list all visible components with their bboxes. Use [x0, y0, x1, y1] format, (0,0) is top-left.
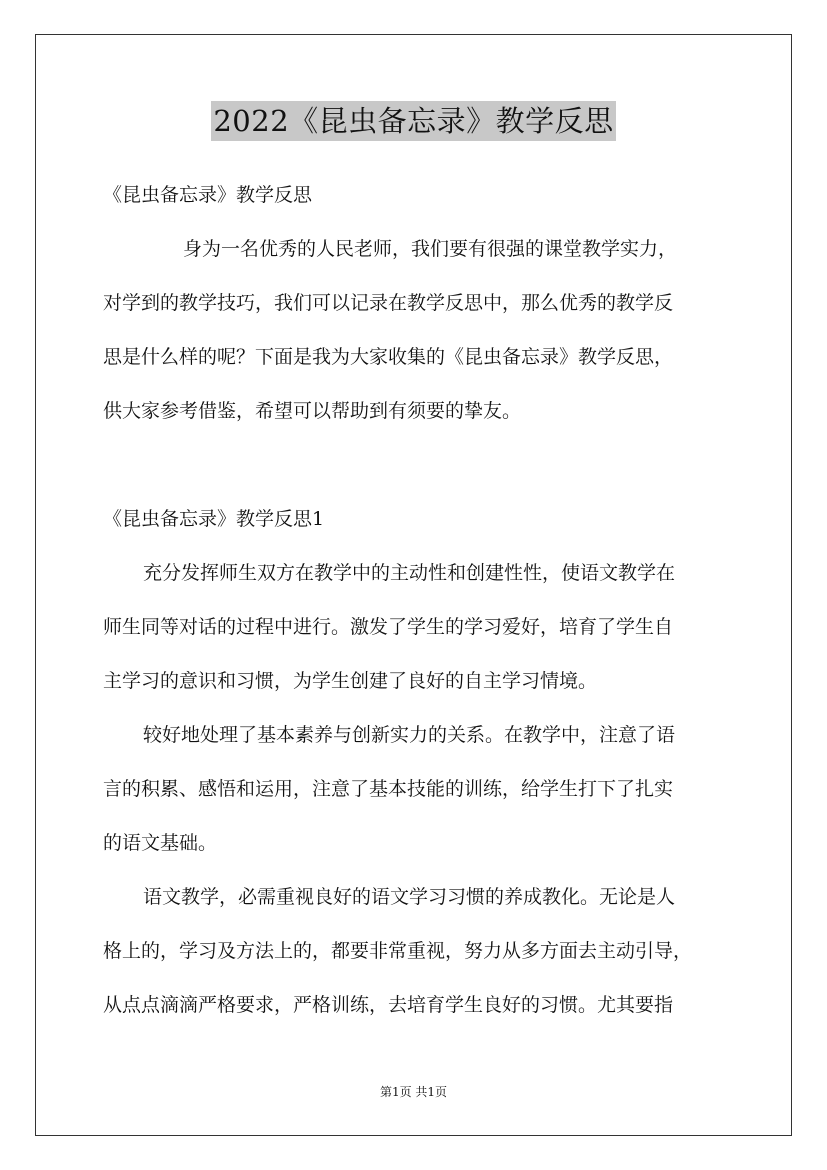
section1-line-1: 充分发挥师生双方在教学中的主动性和创建性性，使语文教学在 — [143, 562, 676, 584]
page-footer: 第1页 共1页 — [379, 1085, 448, 1099]
section1-line-6: 的语文基础。 — [103, 832, 218, 854]
document-title: 2022《昆虫备忘录》教学反思 — [211, 101, 615, 141]
section1-line-5: 言的积累、感悟和运用，注意了基本技能的训练，给学生打下了扎实 — [103, 778, 674, 800]
section1-heading: 《昆虫备忘录》教学反思1 — [103, 508, 325, 530]
section1-line-3: 主学习的意识和习惯，为学生创建了良好的自主学习情境。 — [103, 670, 598, 692]
section1-line-7: 语文教学，必需重视良好的语文学习习惯的养成教化。无论是人 — [143, 886, 676, 908]
intro-line-1: 身为一名优秀的人民老师，我们要有很强的课堂教学实力， — [183, 238, 678, 260]
section1-line-4: 较好地处理了基本素养与创新实力的关系。在教学中，注意了语 — [143, 724, 676, 746]
intro-line-3: 思是什么样的呢？下面是我为大家收集的《昆虫备忘录》教学反思， — [103, 346, 674, 368]
subtitle: 《昆虫备忘录》教学反思 — [103, 184, 313, 206]
section1-line-8: 格上的，学习及方法上的，都要非常重视，努力从多方面去主动引导， — [103, 940, 693, 962]
intro-line-2: 对学到的教学技巧，我们可以记录在教学反思中，那么优秀的教学反 — [103, 292, 674, 314]
section1-line-9: 从点点滴滴严格要求，严格训练，去培育学生良好的习惯。尤其要指 — [103, 994, 674, 1016]
title-block — [0, 101, 827, 141]
intro-line-4: 供大家参考借鉴，希望可以帮助到有须要的挚友。 — [103, 400, 522, 422]
section1-line-2: 师生同等对话的过程中进行。激发了学生的学习爱好，培育了学生自 — [103, 616, 674, 638]
